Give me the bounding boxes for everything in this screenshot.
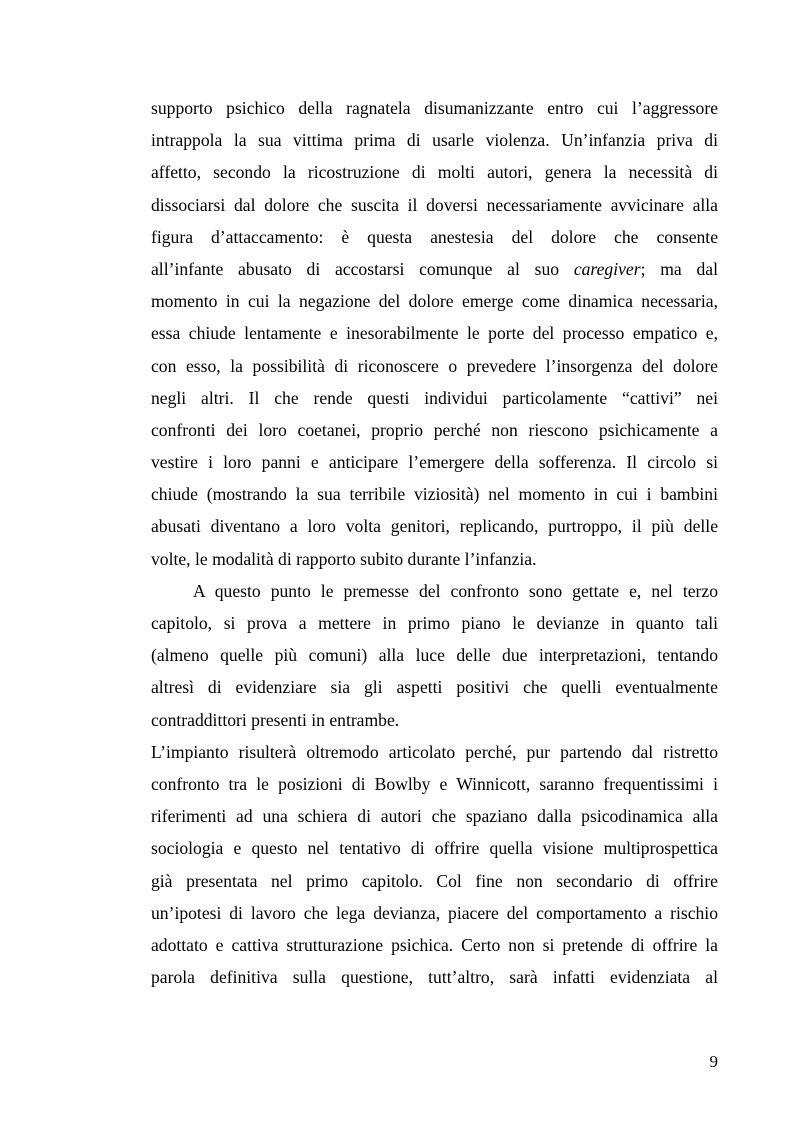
text-line: figura d’attaccamento: è questa anestesia del dolore che consente <box>151 226 718 247</box>
text-line: confronto tra le posizioni di Bowlby e Winnicott, saranno frequentissimi i <box>151 773 718 794</box>
text-line: affetto, secondo la ricostruzione di molti autori, genera la necessità di <box>151 162 718 183</box>
text-line: confronti dei loro coetanei, proprio perché non riescono psichicamente a <box>151 419 718 440</box>
text-line: sociologia e questo nel tentativo di offrire quella visione multiprospettica <box>151 838 718 859</box>
text-segment: ; ma dal <box>640 258 718 279</box>
text-line: negli altri. Il che rende questi individui particolamente “cattivi” nei <box>151 387 718 408</box>
text-line: riferimenti ad una schiera di autori che spaziano dalla psicodinamica alla <box>151 806 718 827</box>
text-segment: all’infante abusato di accostarsi comunque al suo <box>151 258 574 279</box>
italic-term: caregiver <box>573 258 641 279</box>
text-line: supporto psichico della ragnatela disumanizzante entro cui l’aggressore <box>151 98 718 118</box>
page-number: 9 <box>709 1052 718 1071</box>
body-text <box>151 92 718 993</box>
text-line: momento in cui la negazione del dolore emerge come dinamica necessaria, <box>151 291 718 312</box>
text-line: capitolo, si prova a mettere in primo piano le devianze in quanto tali <box>151 613 718 633</box>
text-line: chiude (mostrando la sua terribile viziosità) nel momento in cui i bambini <box>151 484 718 505</box>
text-line: abusati diventano a loro volta genitori, replicando, purtroppo, il più delle <box>151 516 718 537</box>
text-line: A questo punto le premesse del confronto sono gettate e, nel terzo <box>193 580 718 601</box>
text-line: volte, le modalità di rapporto subito durante l’infanzia. <box>151 548 537 569</box>
text-line: contraddittori presenti in entrambe. <box>151 709 400 730</box>
text-line: essa chiude lentamente e inesorabilmente le porte del processo empatico e, <box>151 323 718 344</box>
text-line: (almeno quelle più comuni) alla luce delle due interpretazioni, tentando <box>151 645 718 666</box>
text-line: un’ipotesi di lavoro che lega devianza, piacere del comportamento a rischio <box>151 902 718 923</box>
text-line: vestire i loro panni e anticipare l’emergere della sofferenza. Il circolo si <box>151 452 718 473</box>
text-line-with-italic <box>151 253 718 285</box>
text-line: dissociarsi dal dolore che suscita il doversi necessariamente avvicinare alla <box>151 194 718 215</box>
text-line: già presentata nel primo capitolo. Col fine non secondario di offrire <box>151 870 718 891</box>
text-line: adottato e cattiva strutturazione psichica. Certo non si pretende di offrire la <box>151 934 718 955</box>
text-line: L’impianto risulterà oltremodo articolato perché, pur partendo dal ristretto <box>151 741 718 762</box>
text-line: parola definitiva sulla questione, tutt’altro, sarà infatti evidenziata al <box>151 967 718 988</box>
text-line: altresì di evidenziare sia gli aspetti positivi che quelli eventualmente <box>151 677 718 698</box>
text-line: intrappola la sua vittima prima di usarle violenza. Un’infanzia priva di <box>151 130 718 151</box>
text-line: con esso, la possibilità di riconoscere o prevedere l’insorgenza del dolore <box>151 355 718 376</box>
